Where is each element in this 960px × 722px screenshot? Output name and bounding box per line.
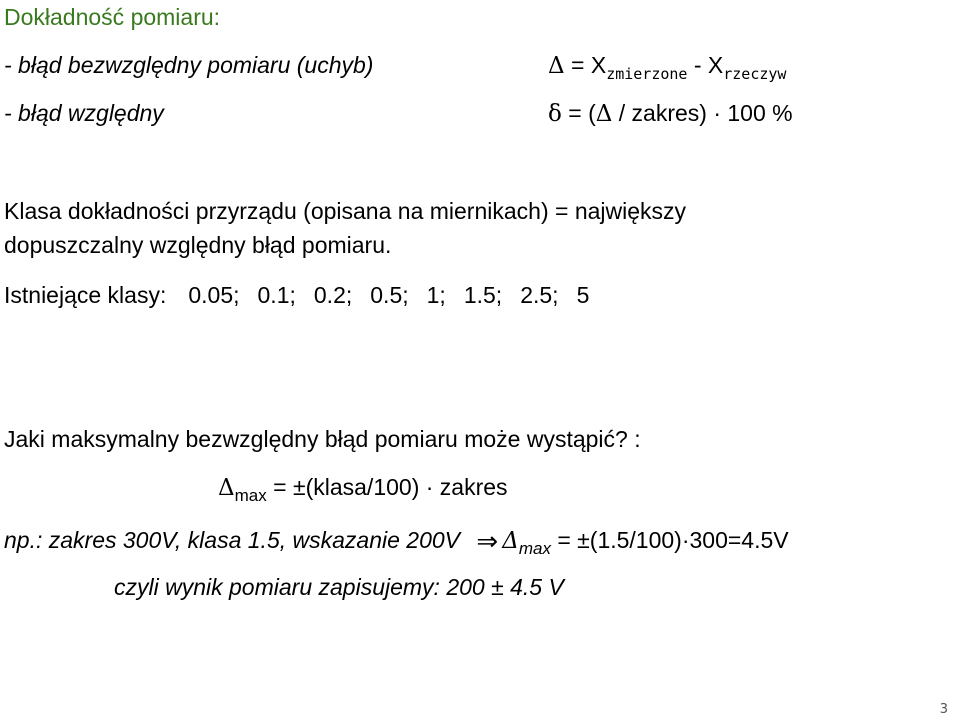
delta-symbol: Δ	[595, 101, 613, 127]
delta-symbol: Δ	[502, 528, 519, 554]
class-value: 0.1;	[257, 282, 296, 308]
slide-number: 3	[939, 702, 948, 717]
formula-eq: = X	[564, 52, 607, 78]
result-line	[114, 576, 564, 599]
formula-minus: - X	[687, 52, 724, 78]
rel-error-label: - błąd względny	[4, 100, 164, 126]
formula-part-a: = (	[561, 100, 596, 126]
rel-error-formula	[548, 102, 793, 126]
formula-part-b: / zakres) · 100 %	[612, 100, 793, 126]
existing-classes	[4, 284, 589, 307]
delta-symbol: Δ	[548, 53, 565, 79]
class-definition-line1: Klasa dokładności przyrządu (opisana na miernikach) = największy	[4, 198, 687, 224]
subscript-max: max	[234, 486, 267, 505]
result-text-a: czyli wynik pomiaru zapisujemy: 200	[114, 574, 492, 600]
subscript-zmierzone: zmierzone	[606, 65, 688, 83]
slide-title: Dokładność pomiaru:	[4, 4, 221, 30]
class-value: 0.2;	[313, 282, 353, 308]
abs-error-label: - błąd bezwzględny pomiaru (uchyb)	[4, 52, 374, 78]
class-value: 5	[576, 282, 590, 308]
example-text: np.: zakres 300V, klasa 1.5, wskazanie 200V	[4, 527, 461, 553]
example-result: = ±(1.5/100)·300=4.5V	[550, 527, 789, 553]
class-value: 1;	[426, 282, 446, 308]
abs-error-formula	[548, 52, 787, 83]
subscript-max: max	[518, 539, 551, 558]
delta-small-symbol: δ	[548, 101, 562, 127]
plus-minus-symbol: ±	[491, 574, 504, 600]
class-definition-line2: dopuszczalny względny błąd pomiaru.	[4, 232, 392, 258]
result-text-b: 4.5 V	[503, 574, 564, 600]
class-value: 0.5;	[370, 282, 409, 308]
delta-symbol: Δ	[218, 475, 235, 501]
classes-label: Istniejące klasy:	[4, 282, 167, 308]
class-value: 2.5;	[520, 282, 559, 308]
class-value: 1.5;	[463, 282, 503, 308]
max-error-formula	[218, 474, 508, 505]
implies-arrow-icon: ⇒	[476, 527, 499, 557]
class-value: 0.05;	[188, 282, 240, 308]
example-line	[4, 527, 789, 558]
max-formula-rest: = ±(klasa/100) · zakres	[266, 474, 508, 500]
subscript-rzeczyw: rzeczyw	[723, 65, 787, 83]
question-text: Jaki maksymalny bezwzględny błąd pomiaru może wystąpić? :	[4, 426, 641, 452]
